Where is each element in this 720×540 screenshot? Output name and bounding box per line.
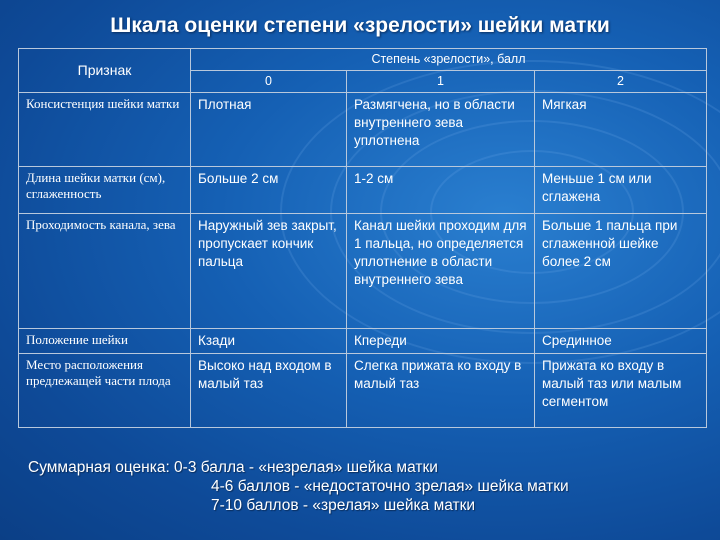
row-sign: Длина шейки матки (см), сглаженность <box>19 167 191 214</box>
row-sign: Консистенция шейки матки <box>19 93 191 167</box>
row-score-1: Слегка прижата ко входу в малый таз <box>347 354 535 428</box>
row-score-1: Канал шейки проходим для 1 пальца, но определяется уплотнение в области внутреннего зева <box>347 214 535 329</box>
table-row <box>19 214 707 329</box>
row-score-2: Больше 1 пальца при сглаженной шейке более 2 см <box>535 214 707 329</box>
summary-line: Суммарная оценка: 0-3 балла - «незрелая» шейка матки <box>28 459 438 476</box>
header-sign: Признак <box>19 49 191 93</box>
row-score-2: Срединное <box>535 329 707 354</box>
table-header-row <box>19 49 707 71</box>
row-sign: Проходимость канала, зева <box>19 214 191 329</box>
row-score-1: Кпереди <box>347 329 535 354</box>
header-degree: Степень «зрелости», балл <box>191 49 707 71</box>
header-score-2: 2 <box>535 71 707 93</box>
table-row <box>19 167 707 214</box>
table-row <box>19 354 707 428</box>
row-score-0: Плотная <box>191 93 347 167</box>
row-score-1: Размягчена, но в области внутреннего зева уплотнена <box>347 93 535 167</box>
row-score-2: Меньше 1 см или сглажена <box>535 167 707 214</box>
row-score-0: Наружный зев закрыт, пропускает кончик пальца <box>191 214 347 329</box>
row-sign: Положение шейки <box>19 329 191 354</box>
summary-block <box>28 458 569 515</box>
table-row <box>19 93 707 167</box>
row-score-0: Кзади <box>191 329 347 354</box>
header-score-0: 0 <box>191 71 347 93</box>
summary-line: 4-6 баллов - «недостаточно зрелая» шейка матки <box>211 478 569 495</box>
row-sign: Место расположения предлежащей части плода <box>19 354 191 428</box>
row-score-2: Мягкая <box>535 93 707 167</box>
row-score-1: 1-2 см <box>347 167 535 214</box>
row-score-0: Высоко над входом в малый таз <box>191 354 347 428</box>
maturity-scale-table <box>18 48 707 428</box>
summary-line: 7-10 баллов - «зрелая» шейка матки <box>211 497 476 514</box>
slide-title: Шкала оценки степени «зрелости» шейки матки <box>110 14 610 37</box>
table-row <box>19 329 707 354</box>
header-score-1: 1 <box>347 71 535 93</box>
row-score-0: Больше 2 см <box>191 167 347 214</box>
row-score-2: Прижата ко входу в малый таз или малым сегментом <box>535 354 707 428</box>
